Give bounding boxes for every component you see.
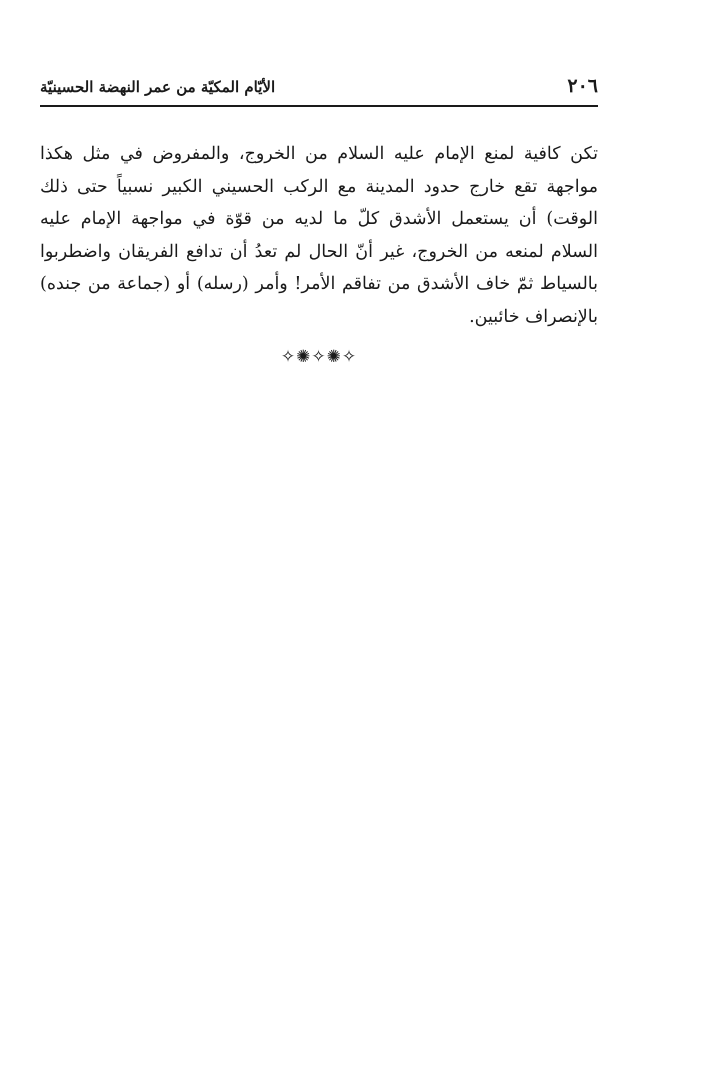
section-ornament: ✧✺✧✺✧	[280, 347, 358, 367]
header-rule	[40, 105, 598, 107]
body-text	[40, 138, 598, 333]
running-title: الأيّام المكيّة من عمر النهضة الحسينيّة	[40, 78, 276, 96]
running-header	[40, 70, 598, 104]
body-paragraph: تكن كافية لمنع الإمام عليه السلام من الخروج، والمفروض في مثل هكذا مواجهة تقع خارج حدود المدينة مع الركب الحسيني الكبير نسبياً حتى ذلك الوقت) أن يستعمل الأشدق كلّ ما لديه من قوّة في مواجهة الإمام عليه السلام لمنعه من الخروج، غير أنّ الحال لم تعدُ أن تدافع الفريقان واضطربوا بالسياط ثمّ خاف الأشدق من تفاقم الأمر! وأمر (رسله) أو (جماعة من جنده) بالإنصراف خائبين.	[40, 144, 599, 327]
page-number: ٢٠٦	[567, 75, 598, 97]
